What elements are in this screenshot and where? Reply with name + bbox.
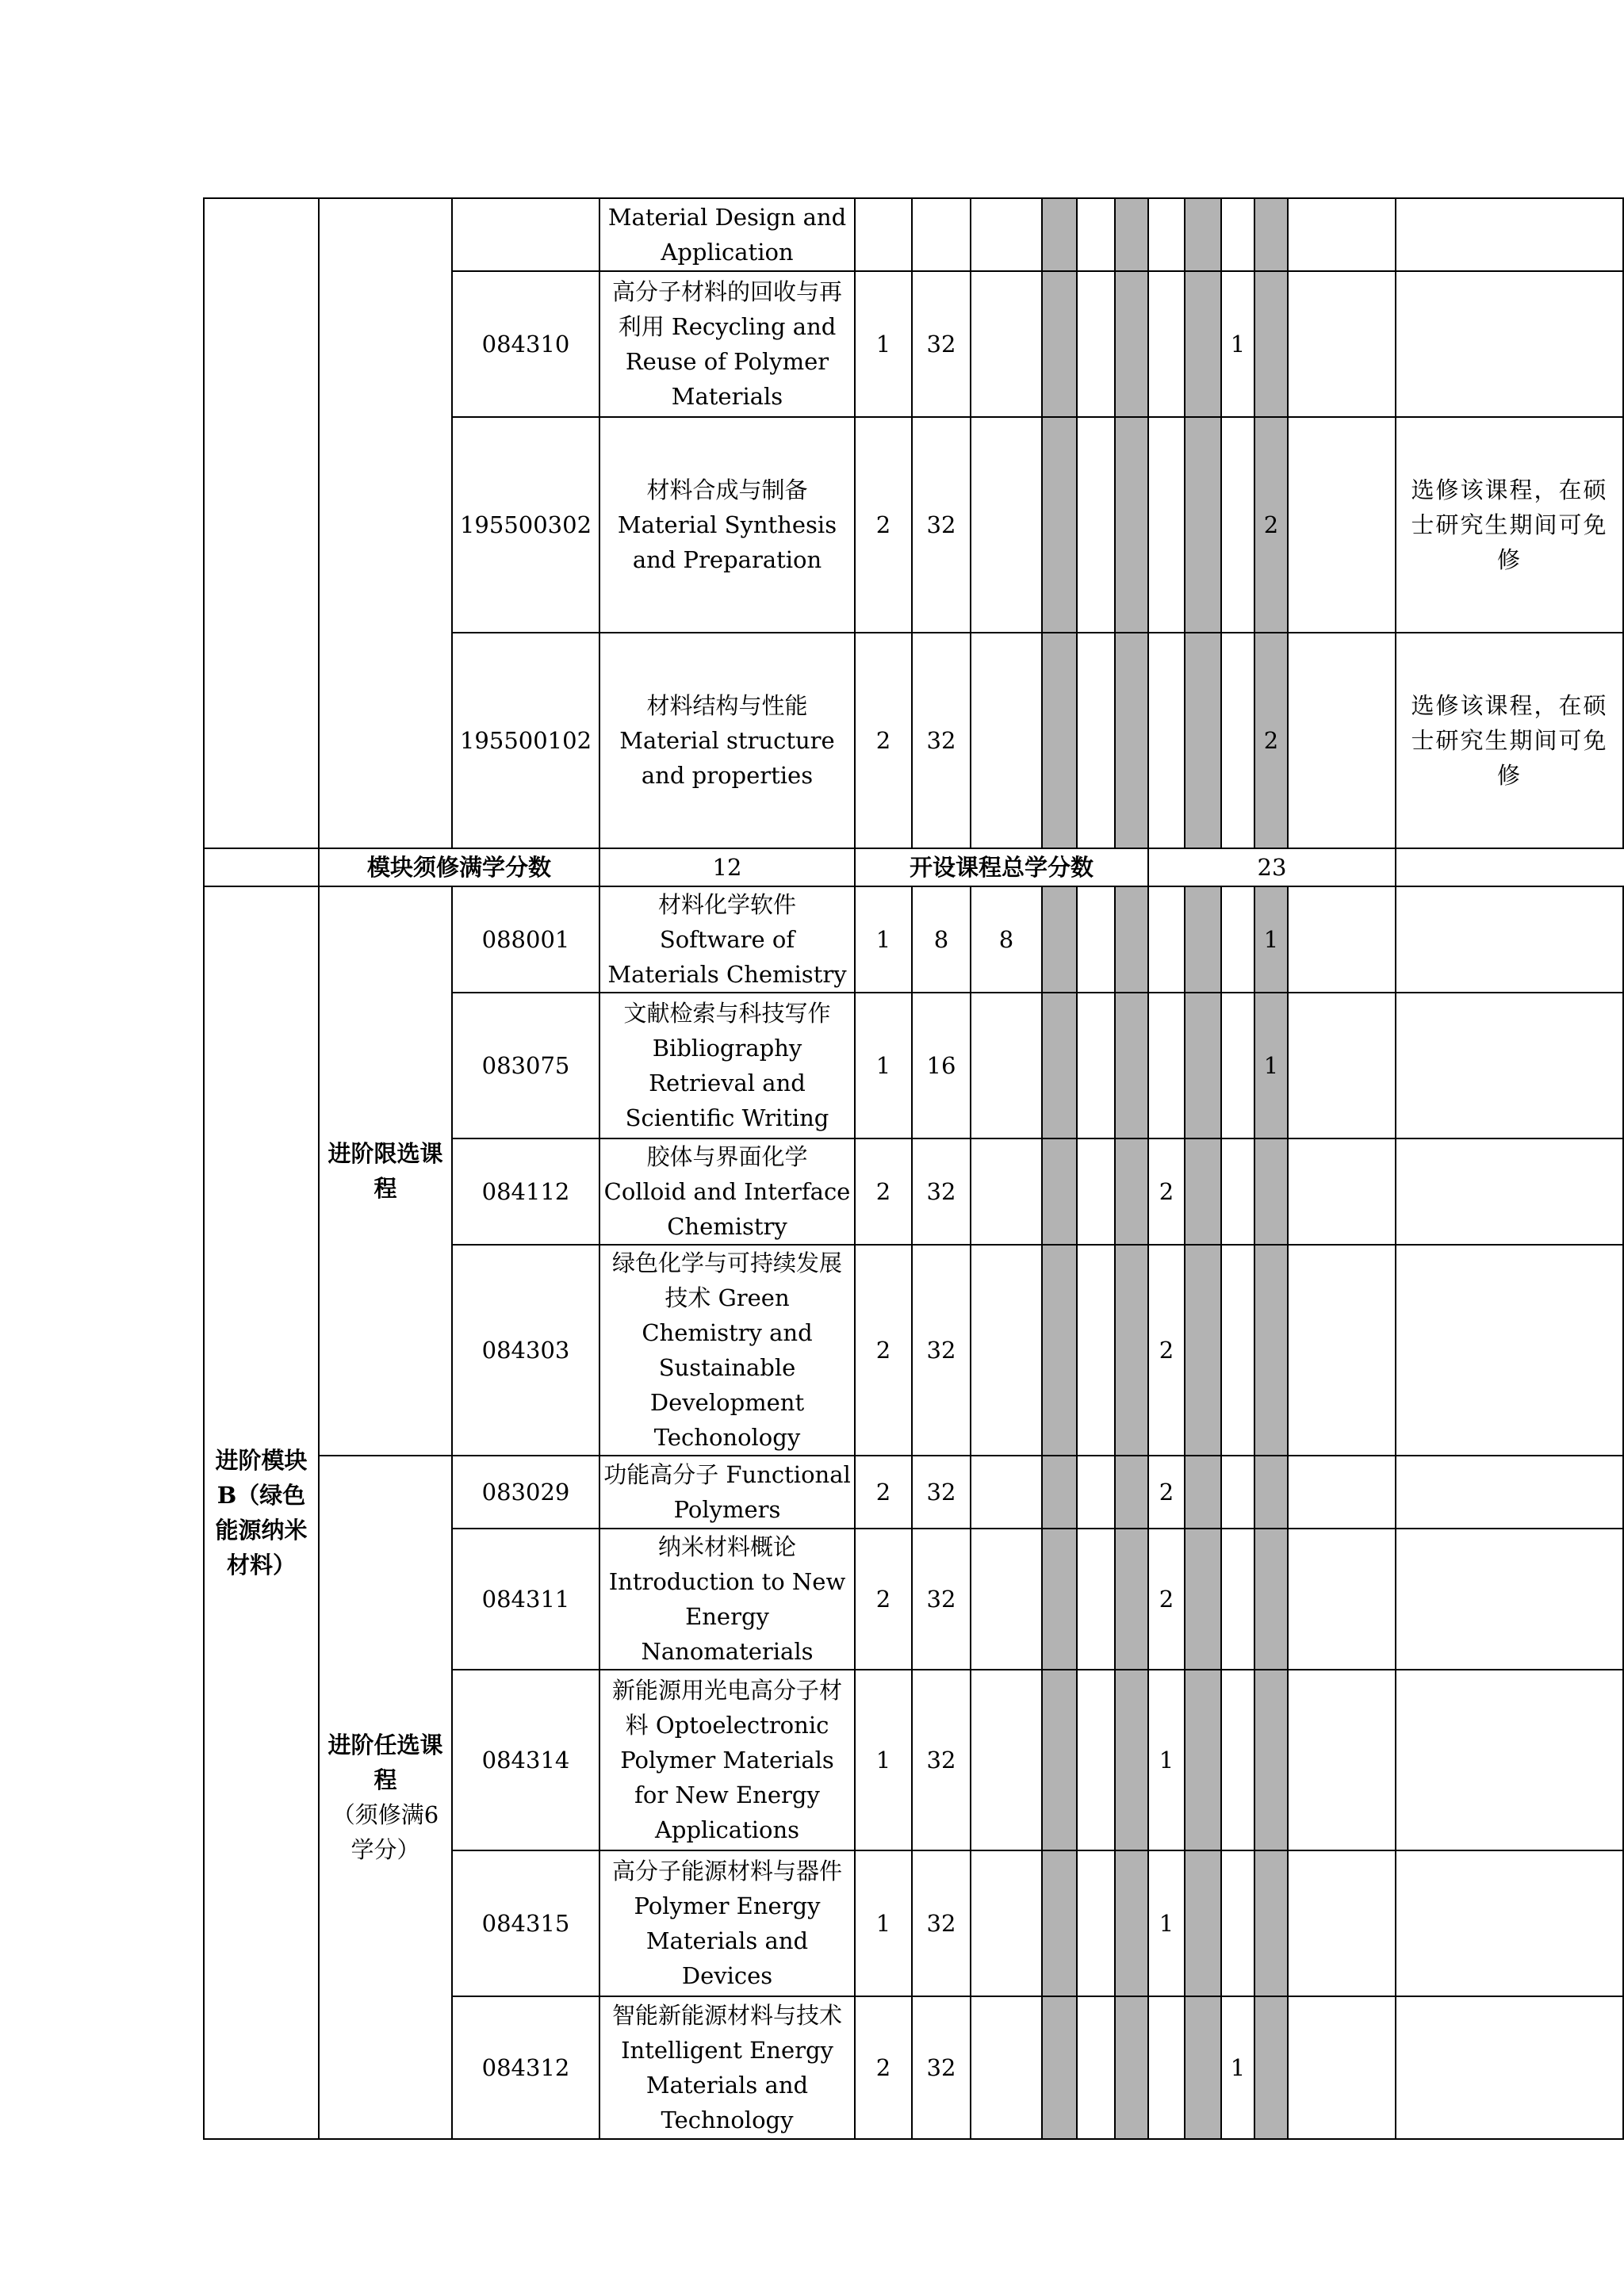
term-cell	[1077, 886, 1115, 993]
practice-hours	[971, 1245, 1042, 1456]
term-cell	[1077, 1670, 1115, 1850]
shaded-cell	[1185, 1670, 1221, 1850]
term-cell	[1221, 993, 1254, 1138]
shaded-cell	[1042, 417, 1077, 633]
term-cell	[1077, 1456, 1115, 1529]
term-cell	[1148, 271, 1185, 417]
shaded-cell	[1185, 993, 1221, 1138]
term-cell	[1077, 993, 1115, 1138]
credits: 2	[855, 1456, 912, 1529]
course-code: 084303	[452, 1245, 599, 1456]
shaded-cell	[1185, 1245, 1221, 1456]
note-cell	[1396, 1245, 1623, 1456]
course-name: 绿色化学与可持续发展技术 Green Chemistry and Sustainable Development Techonology	[599, 1245, 855, 1456]
term-cell	[1288, 1529, 1396, 1670]
practice-hours	[971, 1670, 1042, 1850]
term-cell	[1288, 1138, 1396, 1245]
course-code: 195500302	[452, 417, 599, 633]
hours: 32	[912, 1529, 971, 1670]
term-cell: 2	[1148, 1245, 1185, 1456]
credits: 2	[855, 1529, 912, 1670]
shaded-cell	[1115, 1670, 1148, 1850]
practice-hours	[971, 633, 1042, 848]
shaded-cell: 1	[1254, 993, 1288, 1138]
practice-hours	[971, 1996, 1042, 2139]
term-cell	[1077, 633, 1115, 848]
shaded-cell	[1115, 1529, 1148, 1670]
credits: 2	[855, 1245, 912, 1456]
term-cell: 2	[1148, 1456, 1185, 1529]
shaded-cell	[1115, 1996, 1148, 2139]
shaded-cell	[1115, 633, 1148, 848]
hours: 8	[912, 886, 971, 993]
course-code: 195500102	[452, 633, 599, 848]
course-code: 084315	[452, 1850, 599, 1996]
required-credits-label: 模块须修满学分数	[319, 848, 599, 886]
note-cell	[1396, 1996, 1623, 2139]
practice-hours	[971, 1138, 1042, 1245]
term-cell	[1221, 417, 1254, 633]
term-cell: 1	[1221, 271, 1254, 417]
term-cell	[1148, 417, 1185, 633]
credits: 2	[855, 633, 912, 848]
shaded-cell	[1115, 1138, 1148, 1245]
course-code: 084112	[452, 1138, 599, 1245]
shaded-cell	[1185, 1138, 1221, 1245]
term-cell	[1148, 993, 1185, 1138]
restricted-category-label: 进阶限选课程	[319, 886, 452, 1456]
shaded-cell	[1254, 198, 1288, 271]
credits: 1	[855, 1670, 912, 1850]
term-cell	[1077, 1138, 1115, 1245]
course-name: 材料化学软件 Software of Materials Chemistry	[599, 886, 855, 993]
shaded-cell	[1185, 886, 1221, 993]
shaded-cell	[1115, 198, 1148, 271]
term-cell: 1	[1148, 1670, 1185, 1850]
credits	[855, 198, 912, 271]
course-code	[452, 198, 599, 271]
shaded-cell	[1254, 1456, 1288, 1529]
term-cell	[1288, 271, 1396, 417]
term-cell	[1077, 1850, 1115, 1996]
course-name: 纳米材料概论 Introduction to New Energy Nanomaterials	[599, 1529, 855, 1670]
module-b-label: 进阶模块B（绿色能源纳米材料）	[204, 886, 319, 2139]
course-name: 高分子材料的回收与再利用 Recycling and Reuse of Polymer Materials	[599, 271, 855, 417]
term-cell	[1288, 886, 1396, 993]
term-cell	[1077, 1529, 1115, 1670]
hours: 32	[912, 1245, 971, 1456]
note-cell	[1396, 271, 1623, 417]
shaded-cell	[1115, 1456, 1148, 1529]
term-cell	[1288, 993, 1396, 1138]
hours: 32	[912, 1850, 971, 1996]
term-cell	[1221, 886, 1254, 993]
shaded-cell	[1115, 993, 1148, 1138]
course-name: 高分子能源材料与器件 Polymer Energy Materials and Devices	[599, 1850, 855, 1996]
term-cell	[1221, 1529, 1254, 1670]
term-cell	[1288, 1996, 1396, 2139]
term-cell	[1288, 417, 1396, 633]
term-cell: 2	[1148, 1529, 1185, 1670]
note-cell	[1396, 1138, 1623, 1245]
elective-category-cell	[319, 1456, 452, 2139]
table-row	[204, 886, 1623, 993]
credits: 2	[855, 417, 912, 633]
elective-category-label: 进阶任选课程	[327, 1732, 443, 1793]
credits: 1	[855, 271, 912, 417]
shaded-cell	[1115, 1245, 1148, 1456]
note-cell	[1396, 1850, 1623, 1996]
module-a-label-cell	[204, 848, 319, 886]
shaded-cell	[1042, 1245, 1077, 1456]
course-name: 胶体与界面化学 Colloid and Interface Chemistry	[599, 1138, 855, 1245]
note-cell	[1396, 886, 1623, 993]
category-label-cell	[319, 198, 452, 848]
shaded-cell	[1115, 1850, 1148, 1996]
term-cell	[1288, 1245, 1396, 1456]
shaded-cell	[1042, 633, 1077, 848]
required-credits-value: 12	[599, 848, 855, 886]
shaded-cell	[1185, 1850, 1221, 1996]
note-cell	[1396, 1670, 1623, 1850]
curriculum-table	[203, 197, 1624, 2140]
term-cell	[1221, 1456, 1254, 1529]
shaded-cell	[1042, 271, 1077, 417]
shaded-cell	[1042, 1138, 1077, 1245]
shaded-cell	[1254, 1850, 1288, 1996]
term-cell	[1221, 633, 1254, 848]
course-name: 材料合成与制备 Material Synthesis and Preparation	[599, 417, 855, 633]
term-cell	[1288, 1456, 1396, 1529]
term-cell	[1221, 198, 1254, 271]
shaded-cell	[1042, 1850, 1077, 1996]
term-cell	[1077, 198, 1115, 271]
course-code: 084314	[452, 1670, 599, 1850]
note-cell	[1396, 1456, 1623, 1529]
term-cell: 1	[1148, 1850, 1185, 1996]
term-cell	[1148, 886, 1185, 993]
shaded-cell	[1185, 198, 1221, 271]
shaded-cell	[1042, 1996, 1077, 2139]
shaded-cell	[1115, 417, 1148, 633]
term-cell	[1077, 1996, 1115, 2139]
shaded-cell	[1185, 417, 1221, 633]
shaded-cell	[1185, 271, 1221, 417]
shaded-cell	[1254, 1138, 1288, 1245]
term-cell: 2	[1148, 1138, 1185, 1245]
credits: 2	[855, 1996, 912, 2139]
practice-hours	[971, 198, 1042, 271]
shaded-cell: 2	[1254, 417, 1288, 633]
term-cell	[1288, 1670, 1396, 1850]
credits: 1	[855, 1850, 912, 1996]
term-cell	[1148, 198, 1185, 271]
term-cell	[1221, 1850, 1254, 1996]
shaded-cell: 1	[1254, 886, 1288, 993]
term-cell	[1288, 198, 1396, 271]
shaded-cell	[1254, 1670, 1288, 1850]
practice-hours	[971, 1850, 1042, 1996]
shaded-cell	[1042, 993, 1077, 1138]
hours: 16	[912, 993, 971, 1138]
term-cell	[1148, 1996, 1185, 2139]
shaded-cell	[1042, 1529, 1077, 1670]
course-code: 084310	[452, 271, 599, 417]
course-name: Material Design and Application	[599, 198, 855, 271]
practice-hours	[971, 993, 1042, 1138]
note-cell: 选修该课程，在硕士研究生期间可免修	[1396, 417, 1623, 633]
hours: 32	[912, 633, 971, 848]
shaded-cell	[1254, 271, 1288, 417]
practice-hours	[971, 1529, 1042, 1670]
term-cell	[1077, 417, 1115, 633]
term-cell	[1148, 633, 1185, 848]
total-credits-value: 23	[1148, 848, 1396, 886]
term-cell	[1221, 1670, 1254, 1850]
shaded-cell	[1042, 886, 1077, 993]
course-code: 083029	[452, 1456, 599, 1529]
note-cell	[1396, 993, 1623, 1138]
shaded-cell	[1254, 1245, 1288, 1456]
practice-hours: 8	[971, 886, 1042, 993]
term-cell	[1221, 1138, 1254, 1245]
hours: 32	[912, 1996, 971, 2139]
module-a-label-cell	[204, 198, 319, 848]
shaded-cell	[1115, 886, 1148, 993]
shaded-cell	[1042, 198, 1077, 271]
course-name: 新能源用光电高分子材料 Optoelectronic Polymer Materials for New Energy Applications	[599, 1670, 855, 1850]
shaded-cell: 2	[1254, 633, 1288, 848]
note-cell	[1396, 1529, 1623, 1670]
hours: 32	[912, 1138, 971, 1245]
shaded-cell	[1185, 633, 1221, 848]
course-code: 084312	[452, 1996, 599, 2139]
term-cell	[1221, 1245, 1254, 1456]
course-code: 084311	[452, 1529, 599, 1670]
practice-hours	[971, 1456, 1042, 1529]
note-cell: 选修该课程，在硕士研究生期间可免修	[1396, 633, 1623, 848]
course-name: 文献检索与科技写作 Bibliography Retrieval and Scientific Writing	[599, 993, 855, 1138]
table-row	[204, 198, 1623, 271]
hours: 32	[912, 271, 971, 417]
hours: 32	[912, 1670, 971, 1850]
shaded-cell	[1042, 1670, 1077, 1850]
hours: 32	[912, 1456, 971, 1529]
hours: 32	[912, 417, 971, 633]
practice-hours	[971, 417, 1042, 633]
term-cell: 1	[1221, 1996, 1254, 2139]
hours	[912, 198, 971, 271]
course-code: 088001	[452, 886, 599, 993]
credits: 1	[855, 886, 912, 993]
term-cell	[1288, 633, 1396, 848]
course-name: 智能新能源材料与技术 Intelligent Energy Materials and Technology	[599, 1996, 855, 2139]
shaded-cell	[1185, 1456, 1221, 1529]
shaded-cell	[1254, 1996, 1288, 2139]
note-cell	[1396, 198, 1623, 271]
shaded-cell	[1254, 1529, 1288, 1670]
shaded-cell	[1185, 1996, 1221, 2139]
course-name: 功能高分子 Functional Polymers	[599, 1456, 855, 1529]
credits: 2	[855, 1138, 912, 1245]
term-cell	[1077, 1245, 1115, 1456]
course-name: 材料结构与性能 Material structure and properties	[599, 633, 855, 848]
table-row	[204, 1456, 1623, 1529]
practice-hours	[971, 271, 1042, 417]
summary-row	[204, 848, 1623, 886]
total-credits-label: 开设课程总学分数	[855, 848, 1148, 886]
credits: 1	[855, 993, 912, 1138]
term-cell	[1288, 1850, 1396, 1996]
course-code: 083075	[452, 993, 599, 1138]
shaded-cell	[1115, 271, 1148, 417]
shaded-cell	[1042, 1456, 1077, 1529]
term-cell	[1077, 271, 1115, 417]
shaded-cell	[1185, 1529, 1221, 1670]
elective-category-sublabel: （须修满6学分）	[331, 1801, 439, 1863]
